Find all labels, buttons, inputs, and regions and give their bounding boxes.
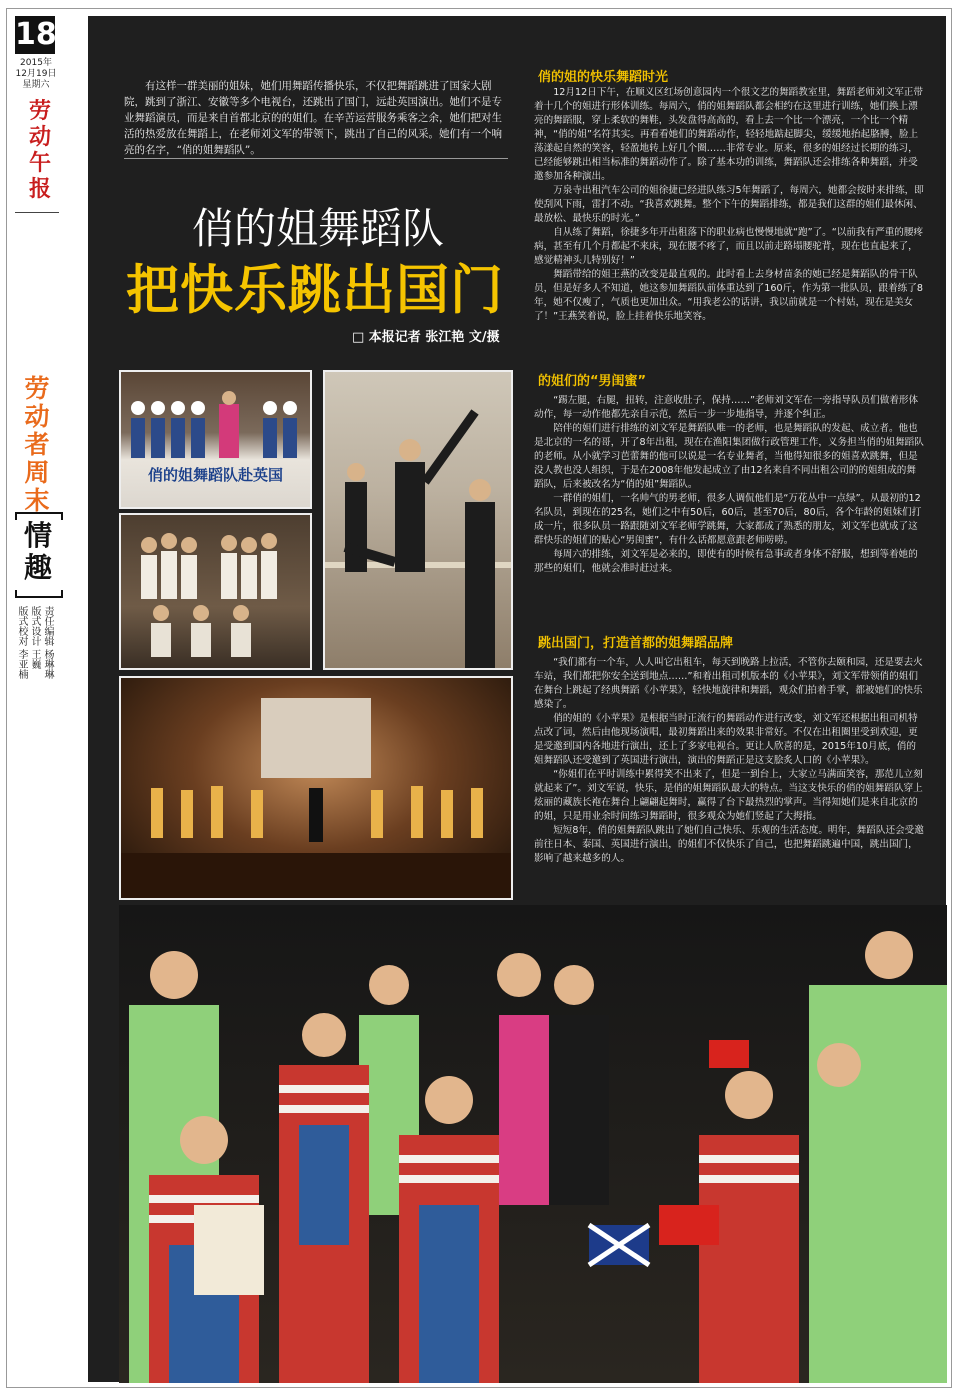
section-name: 劳动者周末 [24, 374, 50, 515]
date-year: 2015年 [20, 58, 52, 68]
credit-line: 版式校对 李亚楠 [16, 606, 27, 680]
paragraph: 俏的姐的《小苹果》是根据当时正流行的舞蹈动作进行改变，刘文军还根据出租司机特点改了词，然后由他现场演唱，最初舞蹈出来的效果非常好。不仅在出租圈里受到欢迎，更是受邀到国内各地进行演出，还上了多家电视台。更让人欣喜的是，2015年10月底，俏的姐舞蹈队还受邀到了英国进行演出，演出的舞蹈正是这支脍炙人口的《小苹果》。 [534, 713, 918, 766]
headline-line-1: 俏的姐舞蹈队 [191, 204, 444, 253]
group-photo-with-flags [119, 905, 947, 1383]
subheading-3: 跳出国门，打造首都的姐舞蹈品牌 [538, 636, 734, 651]
date-day: 12月19日 [15, 69, 57, 79]
masthead-logo: 劳动午报 [28, 98, 51, 202]
paragraph: 短短8年，俏的姐舞蹈队跳出了她们自己快乐、乐观的生活态度。明年，舞蹈队还会受邀前往日本、泰国、英国进行演出，的姐们不仅快乐了自己，也把舞蹈跳遍中国，跳出国门，影响了越来越多的人。 [534, 825, 924, 864]
section-2-body [534, 394, 924, 576]
paragraph: 万泉寺出租汽车公司的姐徐捷已经进队练习5年舞蹈了，每周六，她都会按时来排练，即使刮风下雨，雷打不动。“我喜欢跳舞。整个下午的舞蹈排练，都是我们这群的姐们最休闲、最放松、最快乐的时光。” [534, 185, 924, 224]
paragraph: 陪伴的姐们进行排练的刘文军是舞蹈队唯一的老师，也是舞蹈队的发起、成立者。他也是北京的一名的哥，开了8年出租，现在在渔阳集团做行政管理工作，义务担当俏的姐舞蹈队的老师。从小就学习芭蕾舞的他可以说是一名专业舞者，当他得知很多的姐喜欢跳舞，但是没人教也没人组织，于是在2008年他发起成立了由12名来自不同出租公司的的姐组成的舞蹈队，后来被改名为“俏的姐”舞蹈队。 [534, 423, 924, 490]
section-1-body [534, 86, 924, 324]
subheading-1: 俏的姐的快乐舞蹈时光 [538, 70, 669, 85]
banner-text: 俏的姐舞蹈队赴英国 [147, 466, 283, 484]
paragraph: “你姐们在平时训练中累得笑不出来了，但是一到台上，大家立马满面笑容，那范儿立刻就起来了”。刘文军说，快乐，是俏的姐舞蹈队最大的特点。当这支快乐的俏的姐舞蹈队穿上炫丽的藏族长袍在舞台上翩翩起舞时，赢得了台下最热烈的掌声。当得知她们是来自北京的的姐，只是用业余时间练习舞蹈时，很多观众为她们竖起了大拇指。 [534, 769, 923, 822]
credit-line: 版式设计 王巍 [29, 606, 40, 670]
paragraph: “踢左腿，右腿，扭转，注意收肚子，保持……”老师刘文军在一旁指导队员们做着形体动作，每一动作他都先亲自示范，然后一步一步地指导，并逐个纠正。 [534, 395, 919, 420]
paragraph: “我们都有一个车，人人叫它出租车，每天到晚路上拉活，不管你去颐和园，还是要去火车站，我们都把你安全送到地点……”和着出租司机版本的《小苹果》，刘文军带领俏的姐们在舞台上跳起了经典舞蹈《小苹果》，轻快地旋律和舞蹈，观众们拍着手掌，都被她们的快乐感染了。 [534, 657, 923, 710]
section-tag: 情趣 [23, 519, 52, 584]
rehearsal-photo [323, 370, 513, 670]
weekday: 星期六 [22, 80, 50, 90]
rail-divider [15, 212, 59, 213]
paragraph: 每周六的排练，刘文军是必来的，即使有的时候有急事或者身体不舒服，想到等着她的那些的姐们，他就会准时赶过来。 [534, 549, 918, 574]
paragraph: 12月12日下午，在顺义区红场创意园内一个很文艺的舞蹈教室里，舞蹈老师刘文军正带着十几个的姐进行形体训练。每周六，俏的姐舞蹈队都会相约在这里进行训练，她们换上漂亮的舞蹈服，穿上柔软的舞鞋，头发盘得高高的，看上去一个比一个漂亮，一个比一个精神，“俏的姐”名符其实。再看看她们的舞蹈动作，轻轻地踮起脚尖，缓缓地抬起胳膊，脸上荡漾起自然的笑容，轻盈地转上好几个圈……非常专业。原来，很多的姐经过长期的练习，已经能够跳出相当标准的舞蹈动作了。除了基本功的训练，舞蹈队还会排练各种舞蹈，并受邀参加各种演出。 [534, 87, 923, 182]
paragraph: 舞蹈带给的姐王燕的改变是最直观的。此时看上去身材苗条的她已经是舞蹈队的骨干队员，但是好多人不知道，她这参加舞蹈队前体重达到了160斤，作为第一批队员，跟着练了8年，她不仅瘦了，气质也更加出众。“用我老公的话讲，我以前就是一个村姑，现在是美女了！”王燕笑着说，脸上挂着快乐地笑容。 [534, 269, 923, 322]
page-number: 18 [15, 17, 57, 52]
paragraph: 一群俏的姐们，一名帅气的男老师，很多人调侃他们是“万花丛中一点绿”。从最初的12名队员，到现在的25名，她们之中有50后，60后，甚至70后，80后，各个年龄的姐妹们打成一片，很多队员一路跟随刘文军老师学跳舞，大家都成了熟悉的朋友，刘文军也就成了这群快乐的姐们的贴心“男闺蜜”，有什么话都愿意跟老师唠唠。 [534, 493, 922, 546]
article-intro: 有这样一群美丽的姐妹，她们用舞蹈传播快乐，不仅把舞蹈跳进了国家大剧院，跳到了浙江、安徽等多个电视台，还跳出了国门，远赴英国演出。她们不是专业舞蹈演员，而是来自首都北京的的姐们。在辛苦运营服务乘客之余，她们把对生活的热爱放在舞蹈上，在老师刘文军的带领下，跳出了自己的风采。她们有一个响亮的名字，“俏的姐舞蹈队”。 [124, 78, 508, 159]
stage-performance-photo [119, 676, 513, 900]
headline-line-2: 把快乐跳出国门 [126, 260, 504, 321]
subheading-2: 的姐们的“男闺蜜” [538, 374, 647, 389]
group-photo-banner [119, 370, 312, 509]
editor-credits [16, 606, 53, 679]
group-photo-uniforms [119, 513, 312, 670]
tag-bracket-bottom [15, 590, 63, 598]
paragraph: 自从练了舞蹈，徐捷多年开出租落下的职业病也慢慢地就“跑”了。“以前我有严重的腰疼病，甚至有几个月都起不来床，现在腰不疼了，而且以前走路塌腰驼背，现在也直起来了，感觉精神头儿特别好！” [534, 227, 924, 266]
credit-line: 责任编辑 杨琳琳 [42, 606, 53, 680]
section-3-body [534, 656, 924, 866]
byline: □ 本报记者 张江艳 文/摄 [352, 330, 500, 345]
issue-date [12, 58, 60, 91]
